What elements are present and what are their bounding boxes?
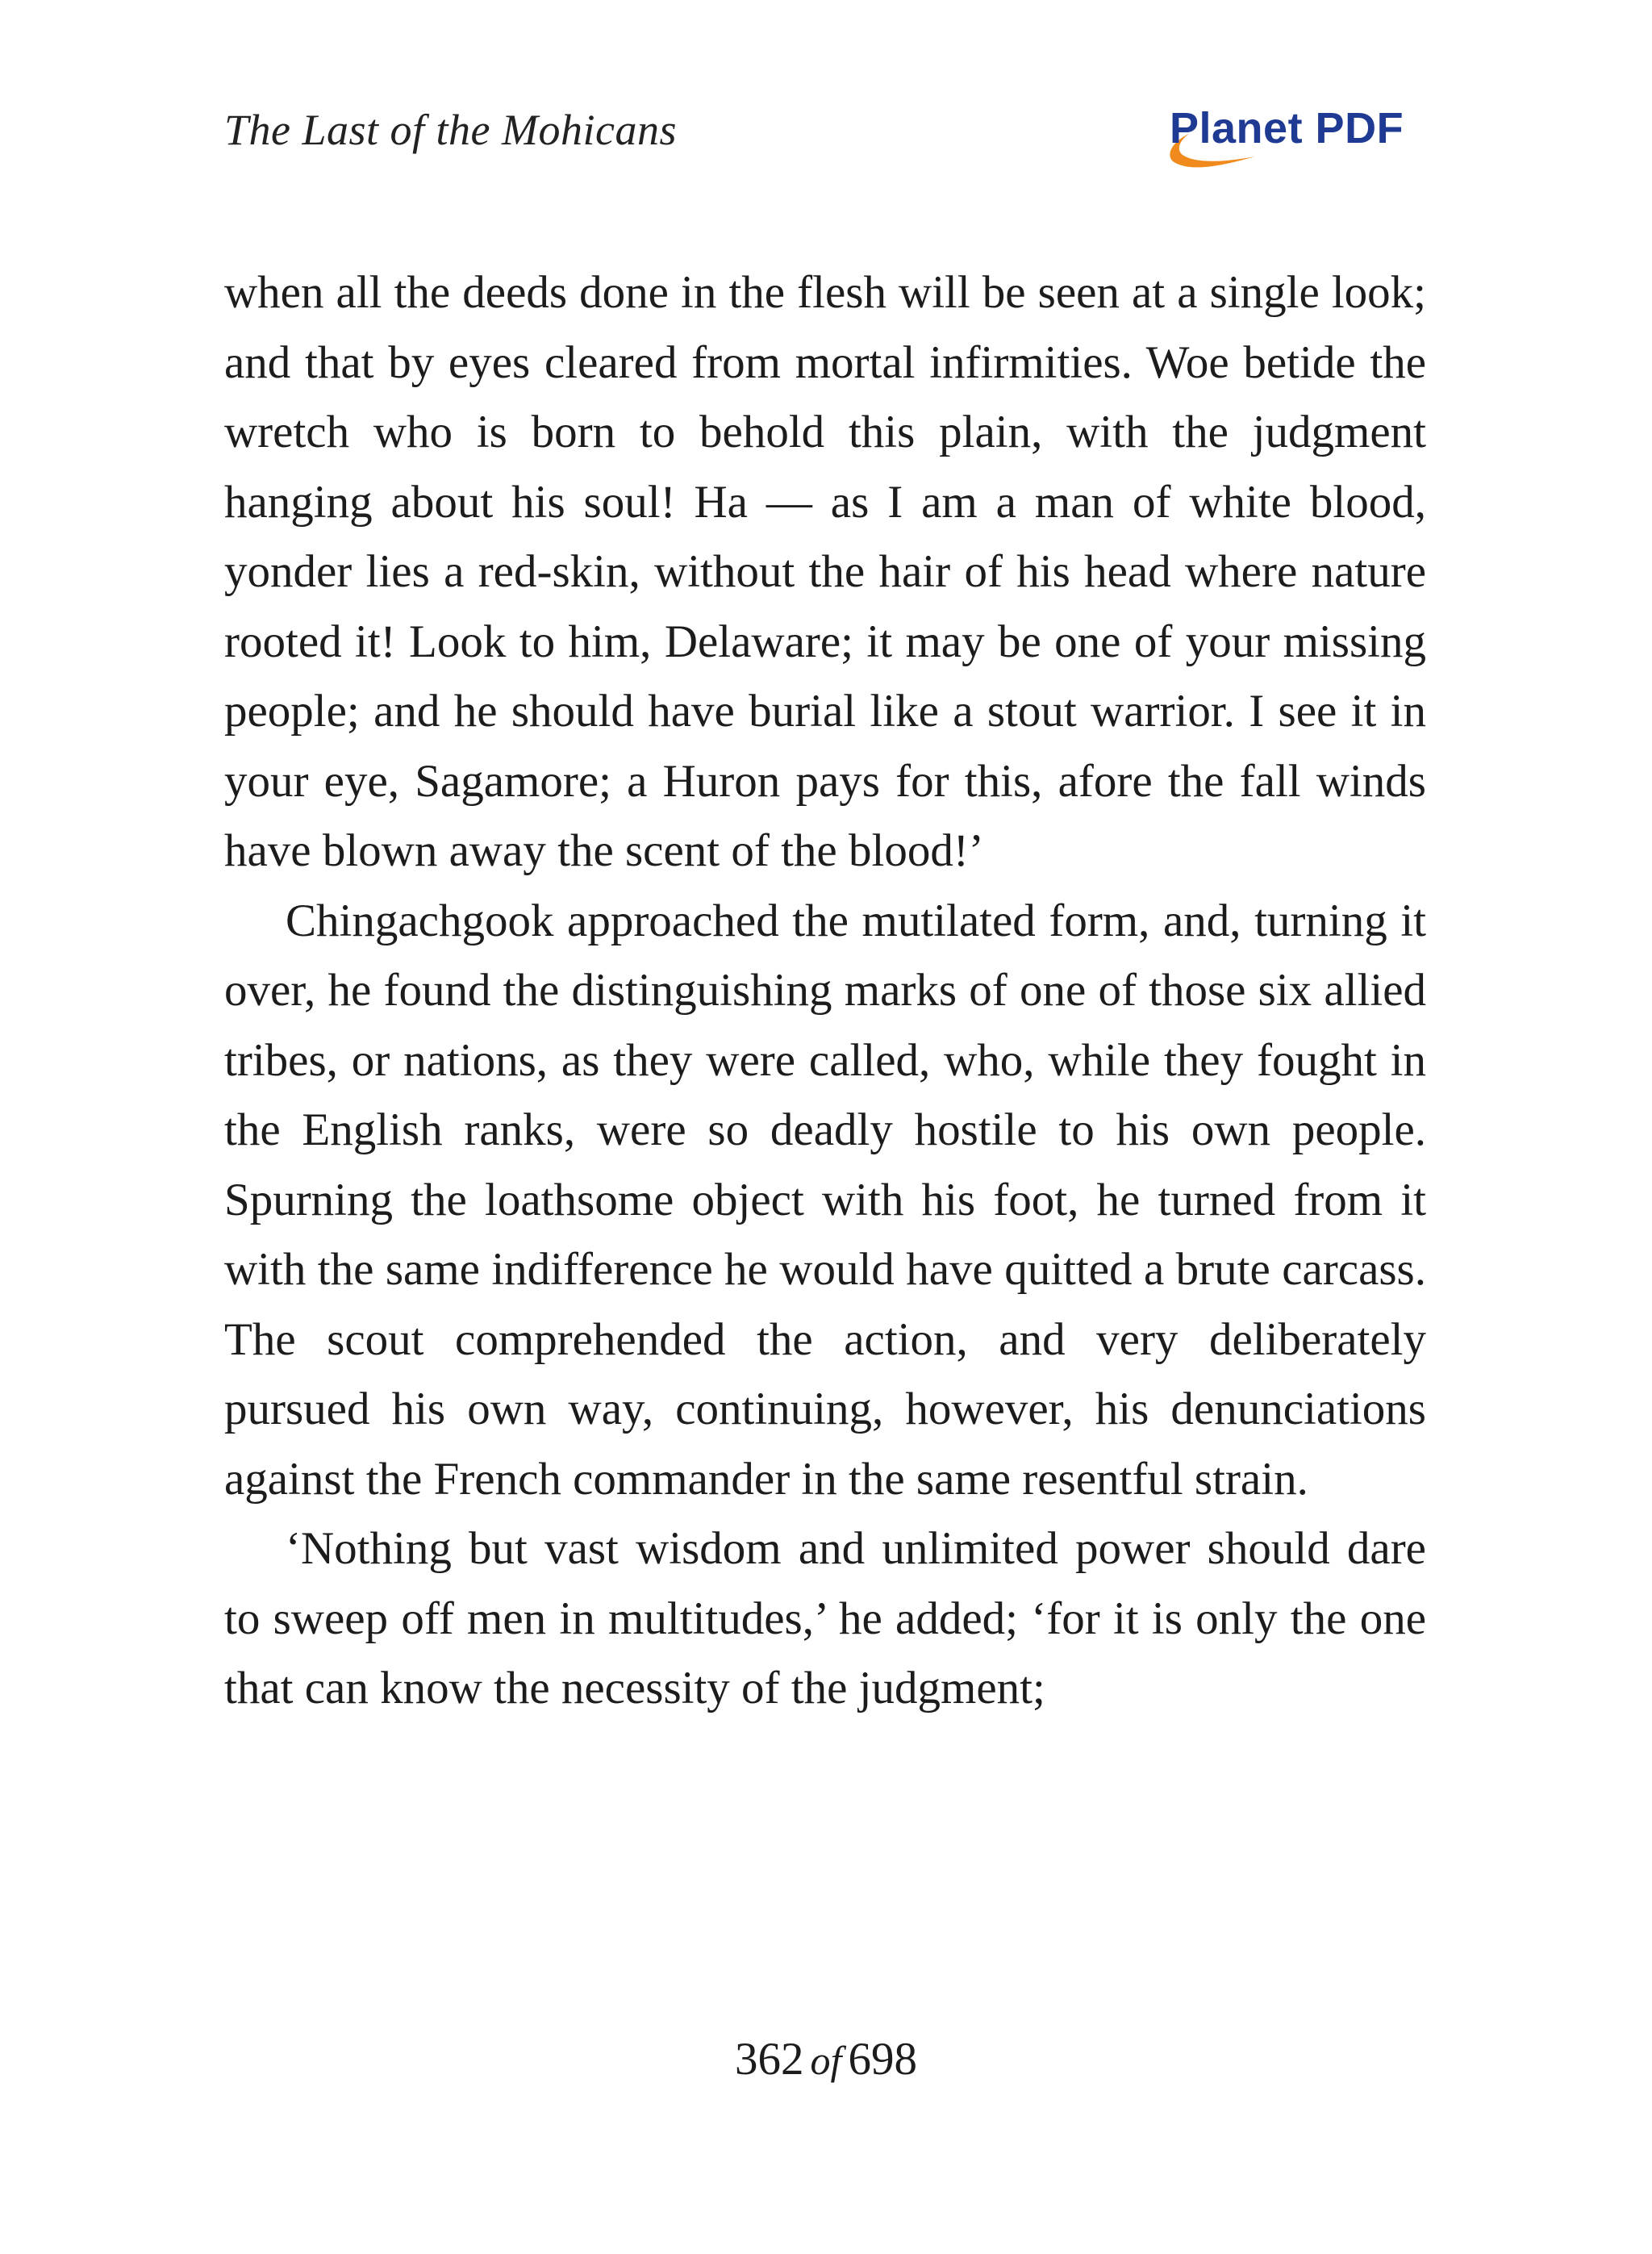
total-pages: 698 <box>848 2034 917 2085</box>
paragraph-continued: when all the deeds done in the flesh will be seen at a single look; and that by eyes cleared from mortal infirmities. Woe betide the wretch who is born to behold this plain, with the judgment hanging about his soul! Ha — as I am a man of white blood, yonder lies a red-skin, without the hair of his head where nature rooted it! Look to him, Delaware; it may be one of your missing people; and he should have burial like a stout warrior. I see it in your eye, Sagamore; a Huron pays for this, afore the fall winds have blown away the scent of the blood!’ <box>224 267 1426 876</box>
paragraph: ‘Nothing but vast wisdom and unlimited power should dare to sweep off men in multitudes,’ he added; ‘for it is only the one that can know the necessity of the judgment; <box>224 1523 1426 1713</box>
planet-pdf-logo <box>1170 103 1428 171</box>
current-page: 362 <box>735 2034 804 2085</box>
page-body <box>224 258 1426 1724</box>
logo-wordmark: Planet PDF <box>1170 104 1404 152</box>
book-title: The Last of the Mohicans <box>224 106 677 154</box>
page-number <box>0 2033 1652 2085</box>
page-separator: of <box>810 2038 842 2083</box>
paragraph: Chingachgook approached the mutilated form, and, turning it over, he found the distinguishing marks of one of those six allied tribes, or nations, as they were called, who, while they fought in the English ranks, were so deadly hostile to his own people. Spurning the loathsome object with his foot, he turned from it with the same indifference he would have quitted a brute carcass. The scout comprehended the action, and very deliberately pursued his own way, continuing, however, his denunciations against the French commander in the same resentful strain. <box>224 895 1426 1505</box>
